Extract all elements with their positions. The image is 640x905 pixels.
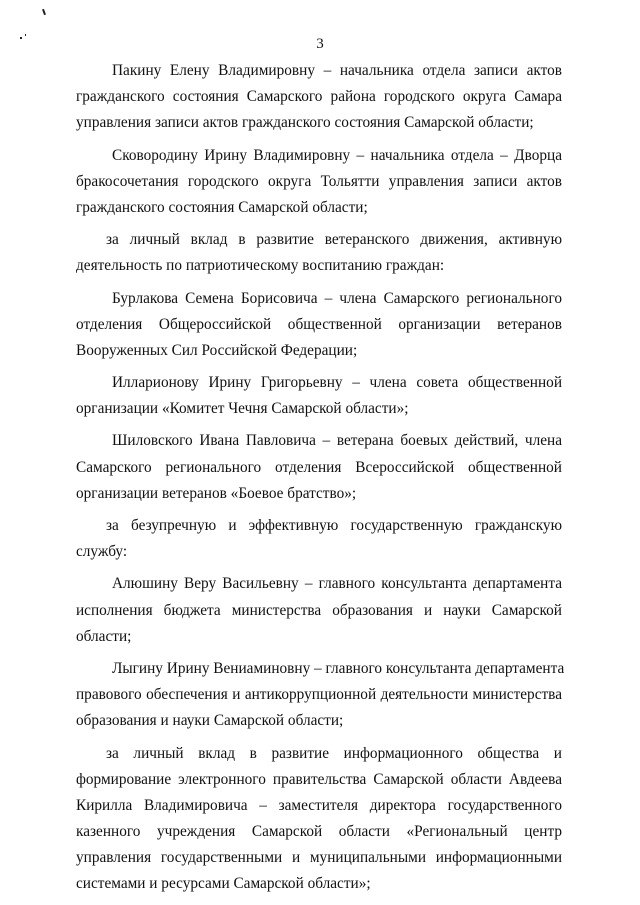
paragraph-line: Сковородину Ирину Владимировну – начальника отдела – Дворца <box>112 146 562 164</box>
paragraph-line: исполнения бюджета министерства образования и науки Самарской <box>76 601 562 619</box>
paragraph-line: области; <box>76 627 132 645</box>
scan-speck <box>42 9 46 15</box>
paragraph-line: управления записи актов гражданского состояния Самарской области; <box>76 114 534 132</box>
paragraph <box>76 656 565 735</box>
paragraph-line: за личный вклад в развитие информационного общества и <box>106 744 562 762</box>
paragraph-line: Бурлакова Семена Борисовича – члена Самарского регионального <box>112 289 562 307</box>
paragraph-line: за безупречную и эффективную государственную гражданскую <box>106 517 562 534</box>
paragraph-line: деятельность по патриотическому воспитанию граждан: <box>76 257 445 275</box>
document-body <box>76 58 565 898</box>
paragraph <box>76 227 562 279</box>
paragraph-line: Вооруженных Сил Российской Федерации; <box>76 341 358 359</box>
paragraph-line: за личный вклад в развитие ветеранского движения, активную <box>106 231 562 249</box>
paragraph <box>76 143 562 222</box>
paragraph <box>76 513 562 565</box>
paragraph-line: организации ветеранов «Боевое братство»; <box>76 484 357 502</box>
paragraph <box>76 428 562 507</box>
paragraph-line: Лыгину Ирину Вениаминовну – главного консультанта департамента <box>112 659 565 677</box>
paragraph <box>76 571 562 650</box>
paragraph-line: Алюшину Веру Васильевну – главного консультанта департамента <box>112 575 562 593</box>
paragraph-line: формирование электронного правительства Самарской области Авдеева <box>76 770 562 788</box>
paragraph-line: системами и ресурсами Самарской области»; <box>76 875 371 893</box>
paragraph-line: Пакину Елену Владимировну – начальника отдела записи актов <box>112 62 562 79</box>
page-number: 3 <box>316 36 324 52</box>
paragraph-line: Илларионову Ирину Григорьевну – члена совета общественной <box>112 374 562 392</box>
paragraph-line: отделения Общероссийской общественной организации ветеранов <box>76 315 562 333</box>
paragraph <box>76 286 562 365</box>
paragraph-line: Кирилла Владимировича – заместителя директора государственного <box>76 796 562 814</box>
paragraph-line: казенного учреждения Самарской области «Региональный центр <box>76 823 562 841</box>
paragraph <box>76 58 562 137</box>
paragraph <box>76 741 562 898</box>
paragraph-line: организации «Комитет Чечня Самарской области»; <box>76 400 409 418</box>
paragraph-line: гражданского состояния Самарского района городского округа Самара <box>76 88 562 106</box>
paragraph-line: гражданского состояния Самарской области; <box>76 198 368 216</box>
paragraph-line: службу: <box>76 543 128 561</box>
paragraph-line: Шиловского Ивана Павловича – ветерана боевых действий, члена <box>112 432 562 450</box>
paragraph-line: Самарского регионального отделения Всероссийской общественной <box>76 458 562 476</box>
paragraph-line: бракосочетания городского округа Тольятти управления записи актов <box>76 172 562 190</box>
paragraph <box>76 370 562 422</box>
paragraph-line: образования и науки Самарской области; <box>76 712 344 730</box>
paragraph-line: управления государственными и муниципальными информационными <box>76 849 562 867</box>
paragraph-line: правового обеспечения и антикоррупционной деятельности министерства <box>76 686 562 704</box>
